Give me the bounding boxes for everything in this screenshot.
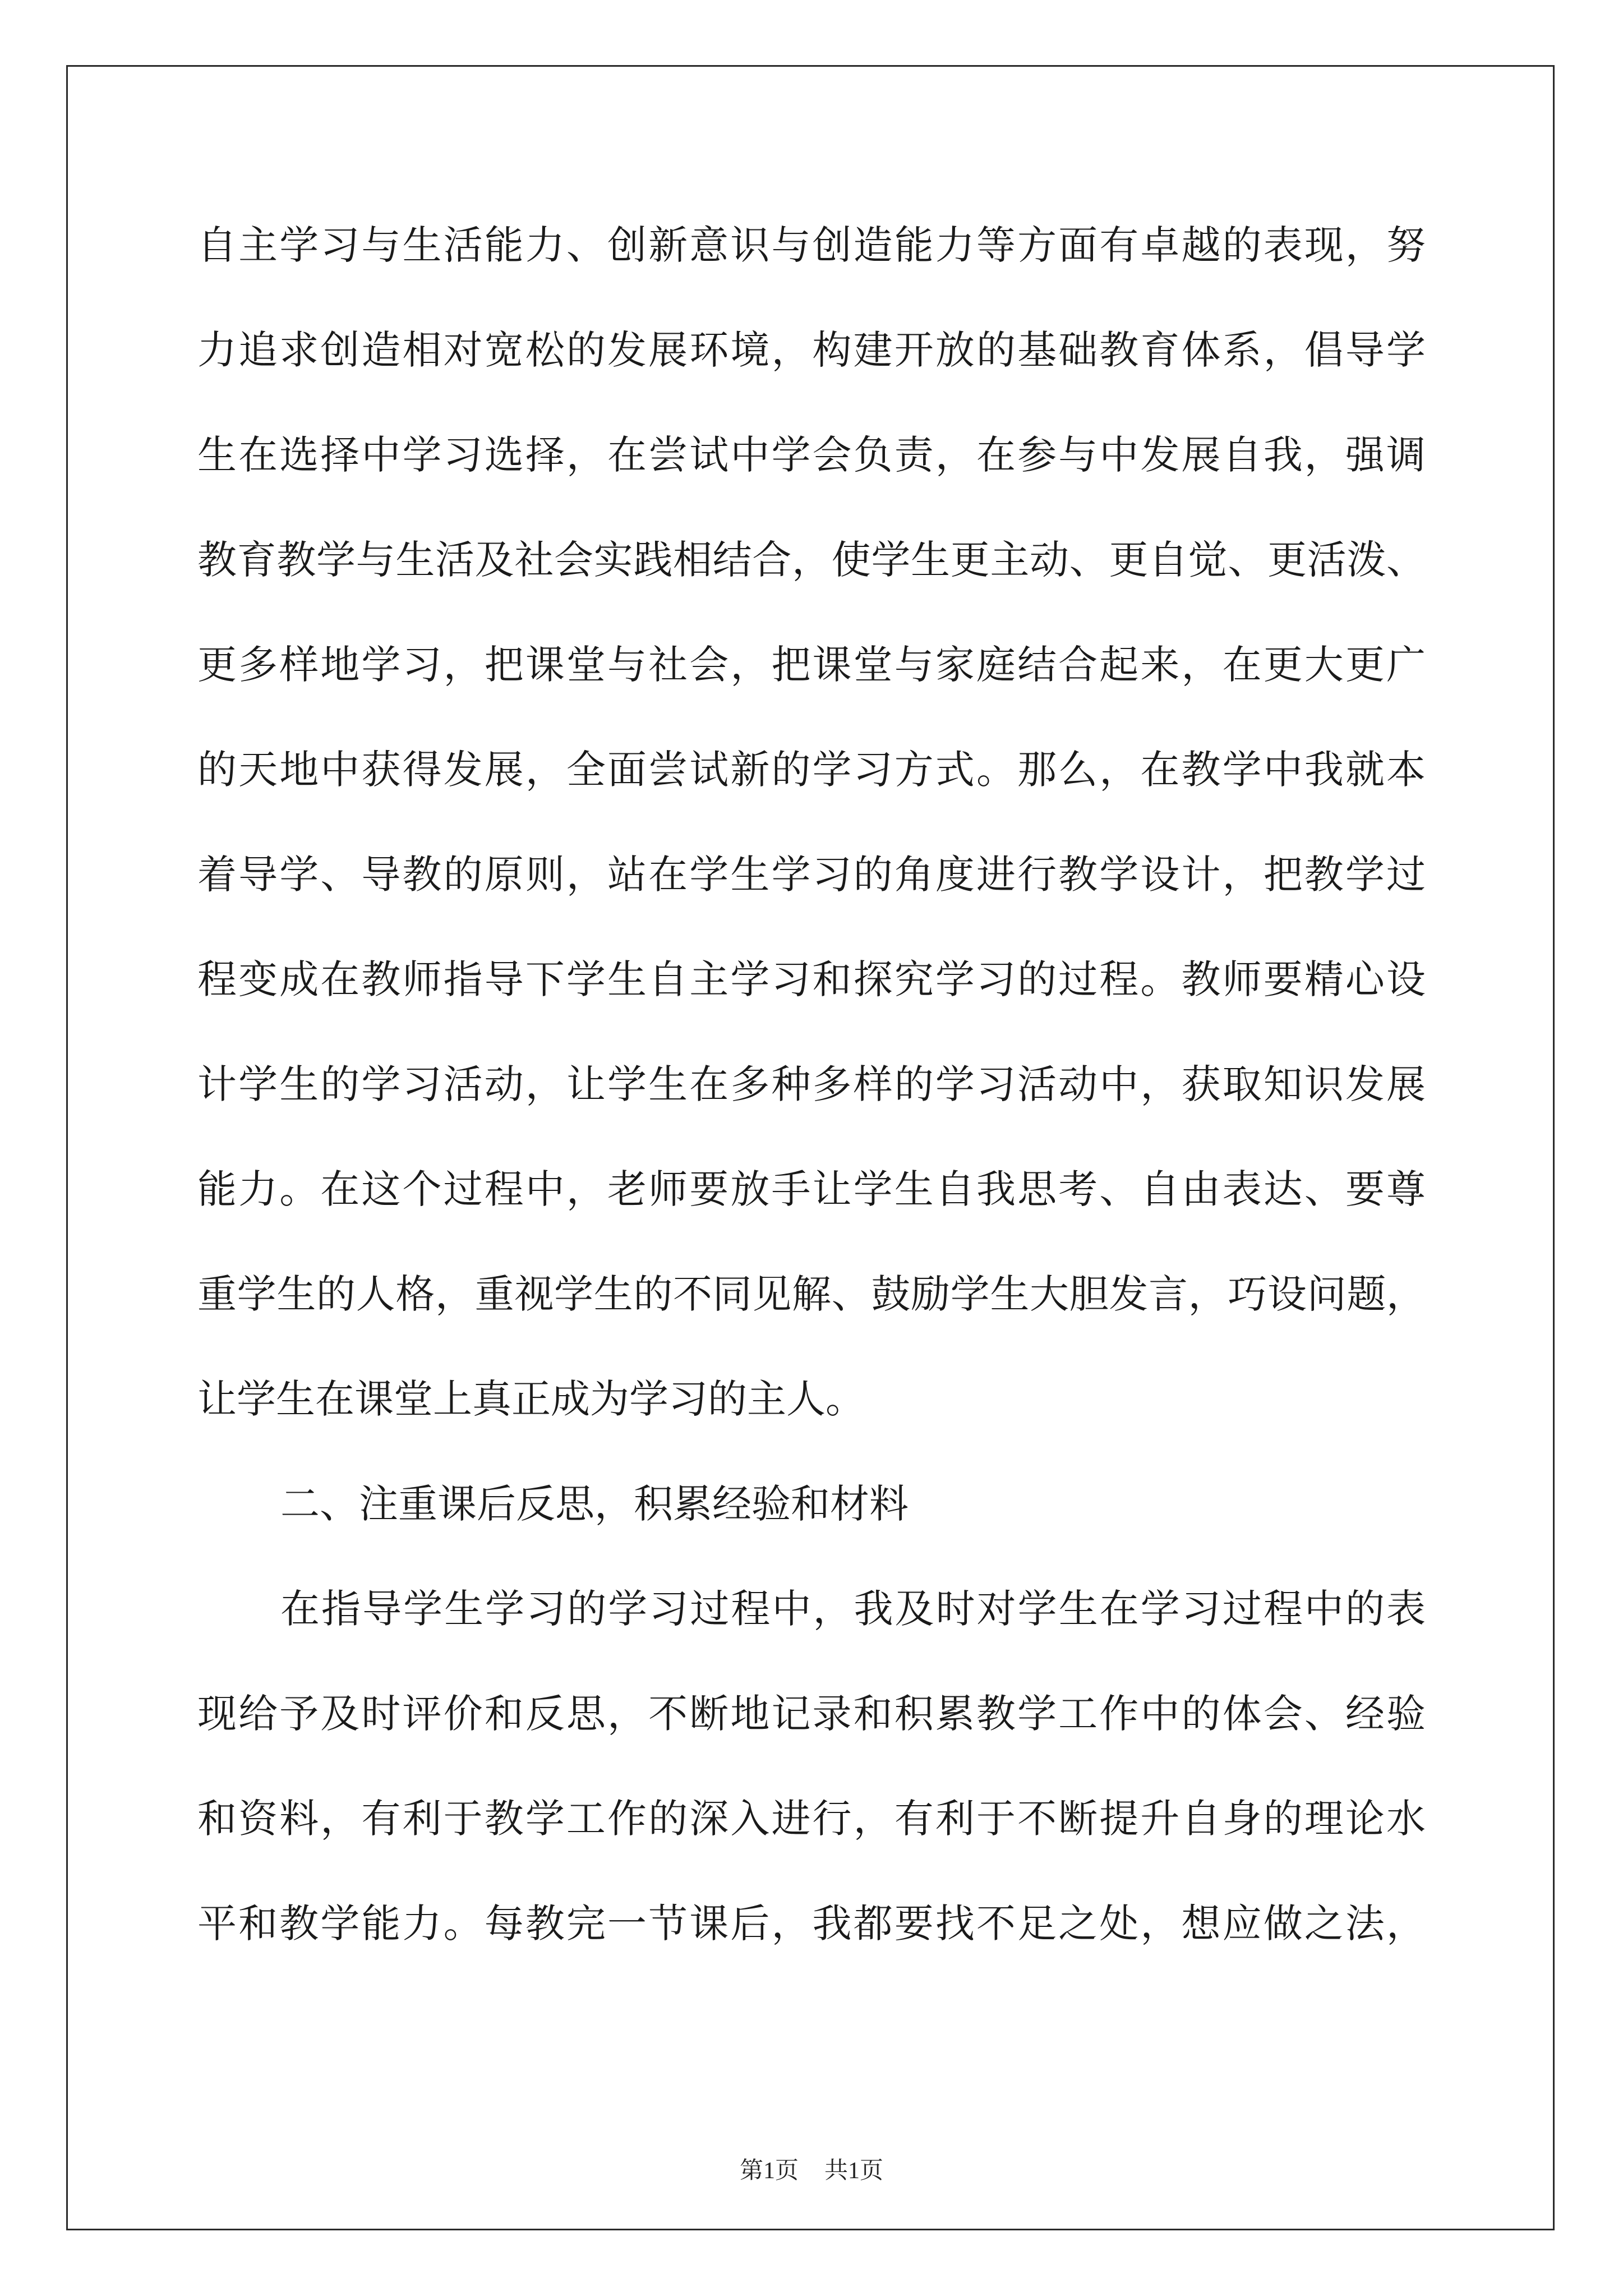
- body-line-9: 计学生的学习活动，让学生在多种多样的学习活动中，获取知识发展: [197, 1061, 1426, 1107]
- body-line-14: 在指导学生学习的学习过程中，我及时对学生在学习过程中的表: [280, 1586, 1426, 1632]
- body-line-17: 平和教学能力。每教完一节课后，我都要找不足之处，想应做之法，: [197, 1901, 1426, 1947]
- body-line-3: 生在选择中学习选择，在尝试中学会负责，在参与中发展自我，强调: [197, 432, 1426, 478]
- body-line-11: 重学生的人格，重视学生的不同见解、鼓励学生大胆发言，巧设问题，: [197, 1271, 1426, 1317]
- body-line-4: 教育教学与生活及社会实践相结合，使学生更主动、更自觉、更活泼、: [197, 537, 1426, 583]
- body-line-6: 的天地中获得发展，全面尝试新的学习方式。那么，在教学中我就本: [197, 747, 1426, 793]
- body-line-1: 自主学习与生活能力、创新意识与创造能力等方面有卓越的表现，努: [197, 222, 1426, 268]
- body-line-16: 和资料，有利于教学工作的深入进行，有利于不断提升自身的理论水: [197, 1796, 1426, 1842]
- body-line-15: 现给予及时评价和反思，不断地记录和积累教学工作中的体会、经验: [197, 1691, 1426, 1737]
- body-line-8: 程变成在教师指导下学生自主学习和探究学习的过程。教师要精心设: [197, 956, 1426, 1002]
- section-heading: 二、注重课后反思，积累经验和材料: [280, 1481, 909, 1527]
- body-line-5: 更多样地学习，把课堂与社会，把课堂与家庭结合起来，在更大更广: [197, 642, 1426, 688]
- body-line-2: 力追求创造相对宽松的发展环境，构建开放的基础教育体系，倡导学: [197, 327, 1426, 373]
- body-line-12: 让学生在课堂上真正成为学习的主人。: [197, 1376, 865, 1422]
- page-footer: [0, 2154, 1623, 2188]
- body-line-10: 能力。在这个过程中，老师要放手让学生自我思考、自由表达、要尊: [197, 1166, 1426, 1212]
- page-number-total: 共1页: [824, 2158, 884, 2184]
- page-number-current: 第1页: [739, 2158, 799, 2184]
- body-line-7: 着导学、导教的原则，站在学生学习的角度进行教学设计，把教学过: [197, 852, 1426, 898]
- document-body: [197, 193, 1426, 1976]
